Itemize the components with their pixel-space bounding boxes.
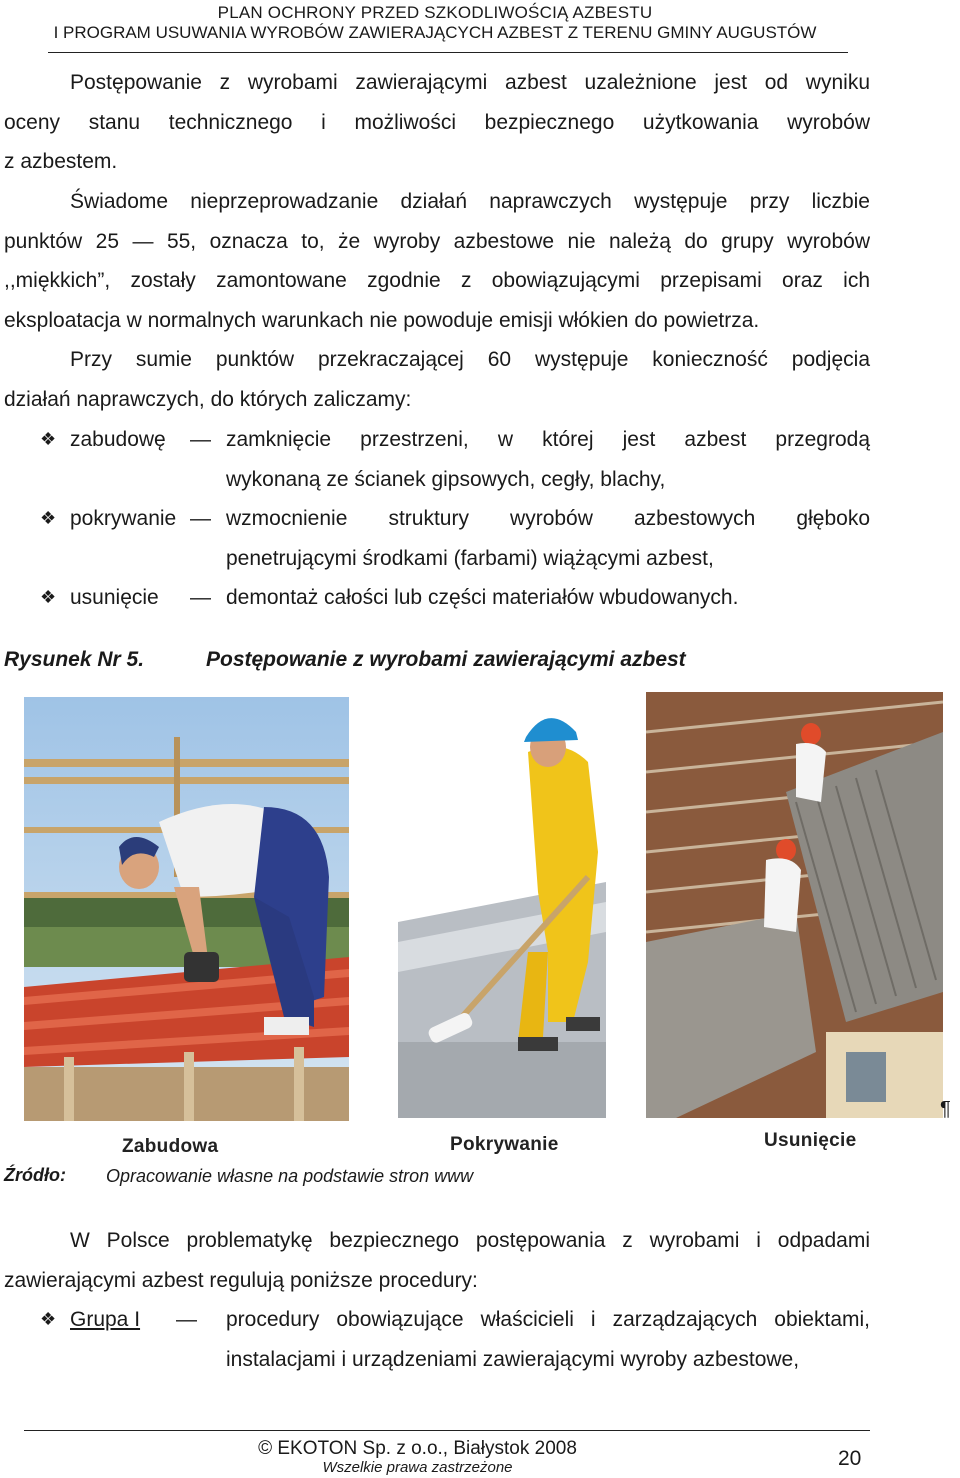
paragraph-line: Przy sumie punktów przekraczającej 60 występuje konieczność podjęcia [70, 348, 870, 371]
bullet-dash: — [190, 428, 211, 451]
pilcrow-mark: ¶ [940, 1098, 951, 1120]
paragraph-2 [4, 182, 870, 340]
paragraph-line: Świadome nieprzeprowadzanie działań naprawczych występuje przy liczbie [70, 190, 870, 213]
bullet-term: usunięcie [70, 586, 159, 609]
bullet-desc-line: zamknięcie przestrzeni, w której jest azbest przegrodą [226, 428, 870, 451]
footer-rule [24, 1430, 870, 1431]
paragraph-line: oceny stanu technicznego i możliwości bezpiecznego użytkowania wyrobów [4, 110, 870, 134]
bullet-desc-line: wykonaną ze ścianek gipsowych, cegły, blachy, [226, 467, 666, 491]
diamond-bullet-icon: ❖ [40, 429, 57, 449]
paragraph-1 [4, 63, 870, 182]
bullet-dash: — [190, 586, 211, 609]
photo-pokrywanie [398, 692, 606, 1118]
figure-title: Postępowanie z wyrobami zawierającymi azbest [206, 648, 686, 671]
caption-pokrywanie: Pokrywanie [450, 1134, 559, 1155]
paragraph-line: działań naprawczych, do których zaliczamy: [4, 387, 412, 411]
footer-rights: Wszelkie prawa zastrzeżone [322, 1459, 513, 1476]
paragraph-4 [4, 1221, 870, 1300]
bullet-dash: — [190, 507, 211, 530]
paragraph-line: ,,miękkich”, zostały zamontowane zgodnie z obowiązującymi przepisami oraz ich [4, 269, 870, 292]
page-number: 20 [838, 1447, 862, 1470]
paragraph-line: W Polsce problematykę bezpiecznego postępowania z wyrobami i odpadami [70, 1229, 870, 1252]
bullet-item-usuniecie [40, 578, 870, 618]
paragraph-line: eksploatacja w normalnych warunkach nie powoduje emisji włókien do powietrza. [4, 308, 760, 332]
paragraph-line: punktów 25 — 55, oznacza to, że wyroby azbestowe nie należą do grupy wyrobów [4, 229, 870, 253]
bullet-desc-line: procedury obowiązujące właścicieli i zarządzających obiektami, [226, 1308, 870, 1331]
bullet-desc-line: demontaż całości lub części materiałów wbudowanych. [226, 586, 739, 609]
diamond-bullet-icon: ❖ [40, 508, 57, 528]
diamond-bullet-icon: ❖ [40, 1309, 57, 1329]
group-term-link[interactable]: Grupa I [70, 1308, 141, 1331]
bullet-item-grupa-1 [40, 1300, 870, 1380]
photo-usuniecie [646, 692, 943, 1118]
paragraph-3 [4, 340, 870, 419]
source-label: Źródło: [4, 1165, 66, 1185]
footer-company: © EKOTON Sp. z o.o., Białystok 2008 [258, 1438, 577, 1459]
bullet-term: pokrywanie [70, 507, 177, 530]
header-subtitle: I PROGRAM USUWANIA WYROBÓW ZAWIERAJĄCYCH AZBEST Z TERENU GMINY AUGUSTÓW [53, 23, 817, 42]
source-text: Opracowanie własne na podstawie stron www [106, 1166, 474, 1186]
diamond-bullet-icon: ❖ [40, 587, 57, 607]
bullet-desc-line: instalacjami i urządzeniami zawierającymi wyroby azbestowe, [226, 1347, 800, 1371]
bullet-desc-line: wzmocnienie struktury wyrobów azbestowych głęboko [226, 507, 870, 530]
paragraph-line: z azbestem. [4, 150, 118, 173]
bullet-dash: — [176, 1308, 197, 1331]
caption-zabudowa: Zabudowa [122, 1136, 219, 1157]
photo-zabudowa [24, 697, 349, 1121]
header-title: PLAN OCHRONY PRZED SZKODLIWOŚCIĄ AZBESTU [217, 3, 653, 22]
bullet-item-pokrywanie [40, 499, 870, 579]
figure-label: Rysunek Nr 5. [4, 648, 145, 671]
paragraph-line: Postępowanie z wyrobami zawierającymi azbest uzależnione jest od wyniku [70, 71, 870, 94]
header-rule [48, 52, 848, 53]
paragraph-line: zawierającymi azbest regulują poniższe procedury: [4, 1268, 478, 1292]
bullet-desc-line: penetrującymi środkami (farbami) wiążącymi azbest, [226, 546, 714, 570]
bullet-term: zabudowę [70, 428, 166, 451]
bullet-item-zabudowa [40, 420, 870, 500]
caption-usuniecie: Usunięcie [764, 1130, 857, 1151]
